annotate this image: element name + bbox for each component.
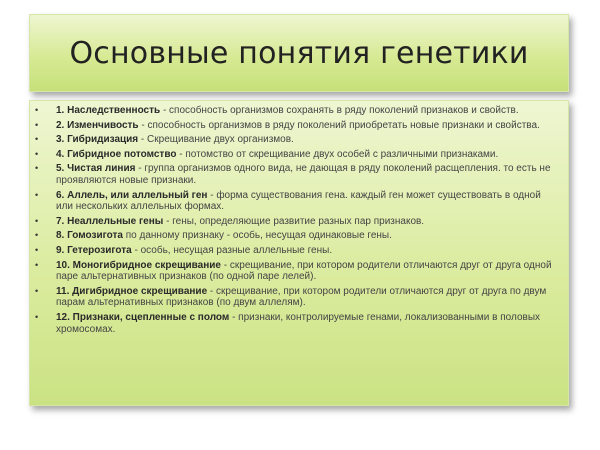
term-definition: - потомство от скрещивание двух особей с различными признаками. bbox=[176, 148, 499, 160]
term-name: 4. Гибридное потомство bbox=[56, 148, 177, 160]
list-item bbox=[34, 190, 560, 213]
list-item bbox=[34, 216, 560, 228]
bullet-icon: • bbox=[35, 163, 39, 174]
title-panel bbox=[29, 14, 569, 92]
term-definition: - форма существования гена. каждый ген может существовать в одной или нескольких аллельных формах. bbox=[56, 189, 541, 213]
term-name: 10. Моногибридное скрещивание bbox=[56, 259, 221, 271]
bullet-icon: • bbox=[35, 119, 39, 130]
bullet-icon: • bbox=[35, 134, 39, 145]
term-name: 8. Гомозигота bbox=[56, 230, 123, 242]
term-definition: - гены, определяющие развитие разных пар признаков. bbox=[163, 215, 425, 227]
terms-list bbox=[34, 105, 560, 335]
list-item bbox=[34, 312, 560, 335]
bullet-icon: • bbox=[35, 285, 39, 296]
bullet-icon: • bbox=[35, 189, 39, 200]
bullet-icon: • bbox=[35, 148, 39, 159]
term-definition: - способность организмов сохранять в ряду поколений признаков и свойств. bbox=[160, 105, 519, 116]
term-name: 3. Гибридизация bbox=[56, 134, 139, 146]
bullet-icon: • bbox=[35, 311, 39, 322]
list-item bbox=[34, 134, 560, 146]
term-definition: по данному признаку - особь, несущая одинаковые гены. bbox=[122, 230, 392, 242]
term-definition: - скрещивание, при котором родители отличаются друг от друга по двум парам альтернативных признаков (по двум аллелям). bbox=[56, 285, 547, 309]
term-name: 7. Неаллельные гены bbox=[56, 215, 164, 227]
term-definition: - способность организмов в ряду поколений приобретать новые признаки и свойства. bbox=[138, 119, 540, 131]
term-name: 2. Изменчивость bbox=[56, 119, 139, 131]
term-definition: - скрещивание, при котором родители отличаются друг от друга одной паре альтернативных признаков (по одной паре лелей). bbox=[56, 259, 552, 283]
bullet-icon: • bbox=[35, 259, 39, 270]
slide-title: Основные понятия генетики bbox=[69, 35, 529, 71]
bullet-icon: • bbox=[35, 244, 39, 255]
term-definition: - признаки, контролируемые генами, локализованными в половых хромосомах. bbox=[56, 311, 541, 335]
list-item bbox=[34, 286, 560, 309]
term-definition: - особь, несущая разные аллельные гены. bbox=[131, 244, 333, 256]
list-item bbox=[34, 120, 560, 132]
term-definition: - Скрещивание двух организмов. bbox=[138, 134, 294, 146]
term-name: 11. Дигибридное скрещивание bbox=[56, 285, 208, 297]
term-name: 5. Чистая линия bbox=[56, 163, 136, 175]
list-item bbox=[34, 230, 560, 242]
term-name: 9. Гетерозигота bbox=[56, 244, 132, 256]
list-item bbox=[34, 163, 560, 186]
list-item bbox=[34, 245, 560, 257]
bullet-icon: • bbox=[35, 105, 39, 115]
term-name: 12. Признаки, сцепленные с полом bbox=[56, 311, 230, 323]
bullet-icon: • bbox=[35, 230, 39, 241]
term-definition: - группа организмов одного вида, не дающая в ряду поколений расщепления. то есть не проявляются новые признаки. bbox=[56, 163, 551, 186]
bullet-icon: • bbox=[35, 215, 39, 226]
list-item bbox=[34, 149, 560, 161]
term-name: 6. Аллель, или аллельный ген bbox=[56, 189, 208, 201]
list-item bbox=[34, 105, 560, 117]
term-name: 1. Наследственность bbox=[56, 105, 161, 116]
list-item bbox=[34, 260, 560, 283]
content-panel bbox=[29, 100, 569, 406]
